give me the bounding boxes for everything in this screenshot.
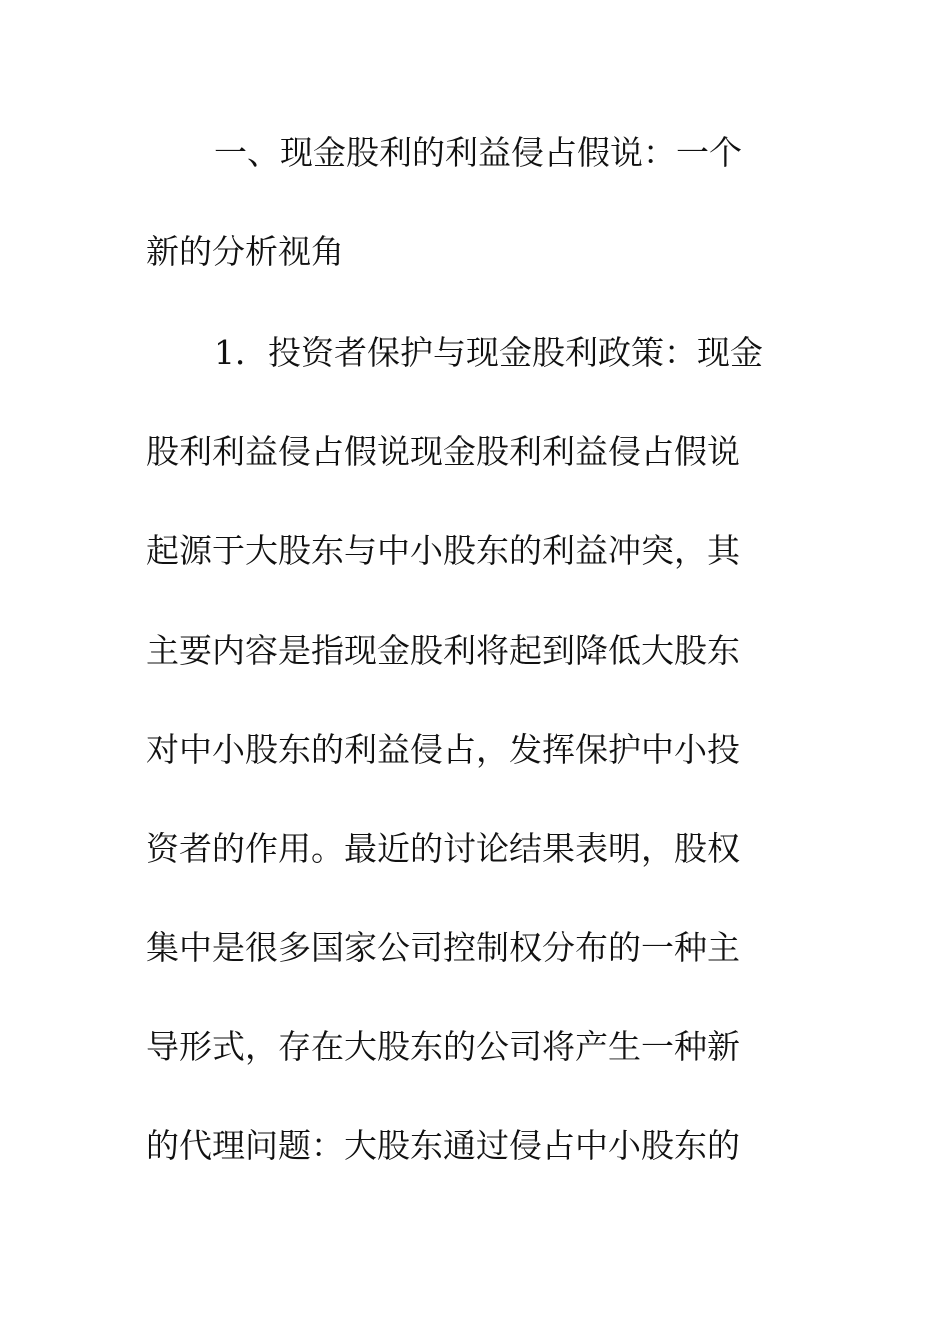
paragraph-line-8: 导形式，存在大股东的公司将产生一种新 xyxy=(146,1027,740,1066)
paragraph-line-2: 股利利益侵占假说现金股利利益侵占假说 xyxy=(146,432,740,471)
paragraph-line-4: 主要内容是指现金股利将起到降低大股东 xyxy=(146,631,740,670)
paragraph-line-3: 起源于大股东与中小股东的利益冲突，其 xyxy=(146,531,740,570)
paragraph-line-9: 的代理问题：大股东通过侵占中小股东的 xyxy=(146,1126,740,1165)
section-heading-line-2: 新的分析视角 xyxy=(146,232,344,271)
paragraph-line-5: 对中小股东的利益侵占，发挥保护中小投 xyxy=(146,730,740,769)
paragraph-line-6: 资者的作用。最近的讨论结果表明，股权 xyxy=(146,829,740,868)
paragraph-line-1: 1．投资者保护与现金股利政策：现金 xyxy=(214,333,763,372)
section-heading-line-1: 一、现金股利的利益侵占假说：一个 xyxy=(214,133,742,172)
paragraph-line-7: 集中是很多国家公司控制权分布的一种主 xyxy=(146,928,740,967)
